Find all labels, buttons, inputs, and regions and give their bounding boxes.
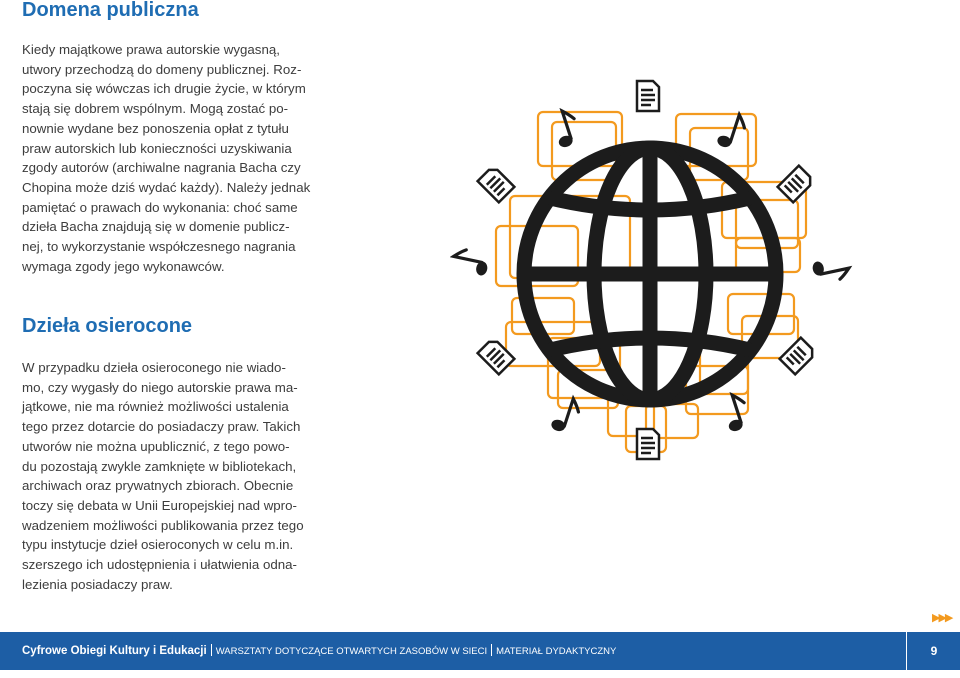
text-line: toczy się debata w Unii Europejskiej nad wpro- bbox=[22, 497, 297, 513]
footer-subtitle: WARSZTATY DOTYCZĄCE OTWARTYCH ZASOBÓW W SIECI bbox=[215, 646, 488, 657]
text-line: mo, czy wygasły do niego autorskie prawa ma- bbox=[22, 379, 298, 395]
text-line: szerszego ich udostępnienia i ułatwienia odna- bbox=[22, 557, 297, 573]
text-line: zgody autorów (archiwalne nagrania Bacha czy bbox=[22, 160, 301, 176]
footer-divider bbox=[211, 644, 212, 656]
text-line: nownie wydane bez ponoszenia opłat z tytułu bbox=[22, 120, 289, 136]
paragraph-public-domain bbox=[22, 40, 327, 276]
section-title-public-domain: Domena publiczna bbox=[22, 0, 199, 21]
text-line: archiwach oraz prywatnych zbiorach. Obecnie bbox=[22, 478, 294, 494]
next-page-arrows-icon: ▶▶▶ bbox=[932, 612, 952, 624]
text-line: W przypadku dzieła osieroconego nie wiado- bbox=[22, 360, 286, 375]
globe-icon bbox=[524, 148, 776, 400]
text-line: Chopina może dziś wydać każdy). Należy jednak bbox=[22, 179, 311, 195]
text-line: dzieła Bacha znajdują się w domenie publicz- bbox=[22, 219, 290, 235]
footer-divider bbox=[491, 644, 492, 656]
text-line: tego przez dotarcie do posiadaczy praw. Takich bbox=[22, 419, 301, 435]
section-title-orphan-works: Dzieła osierocone bbox=[22, 315, 193, 337]
text-line: pamiętać o prawach do wykonania: choć same bbox=[22, 199, 298, 215]
text-line: nej, to wykorzystanie współczesnego nagrania bbox=[22, 239, 296, 255]
text-line: wymaga zgody jego wykonawców. bbox=[22, 258, 225, 274]
footer-brand: Cyfrowe Obiegi Kultury i Edukacji bbox=[22, 645, 207, 657]
text-line: stają się dobrem wspólnym. Mogą zostać po- bbox=[22, 101, 289, 117]
footer-text bbox=[22, 644, 616, 659]
footer-bar bbox=[0, 632, 960, 670]
text-line: utwory przechodzą do domeny publicznej. Roz- bbox=[22, 61, 302, 77]
text-line: Kiedy majątkowe prawa autorskie wygasną, bbox=[22, 42, 280, 57]
text-line: lezienia posiadaczy praw. bbox=[22, 576, 173, 592]
paragraph-orphan-works bbox=[22, 358, 327, 594]
text-line: jątkowe, nie ma również możliwości ustalenia bbox=[22, 399, 289, 415]
page-number: 9 bbox=[906, 632, 960, 670]
footer-material: MATERIAŁ DYDAKTYCZNY bbox=[496, 646, 617, 657]
text-line: wadzeniem możliwości publikowania przez tego bbox=[22, 517, 304, 533]
text-line: poczyna się wówczas ich drugie życie, w którym bbox=[22, 81, 306, 97]
text-line: typu instytucje dzieł osieroconych w celu m.in. bbox=[22, 537, 294, 553]
globe-network-illustration bbox=[450, 70, 870, 470]
text-line: praw autorskich lub konieczności uzyskiwania bbox=[22, 140, 292, 156]
text-line: du pozostają zwykle zamknięte w bibliotekach, bbox=[22, 458, 297, 474]
text-line: utworów nie można upublicznić, z tego powo- bbox=[22, 438, 290, 454]
